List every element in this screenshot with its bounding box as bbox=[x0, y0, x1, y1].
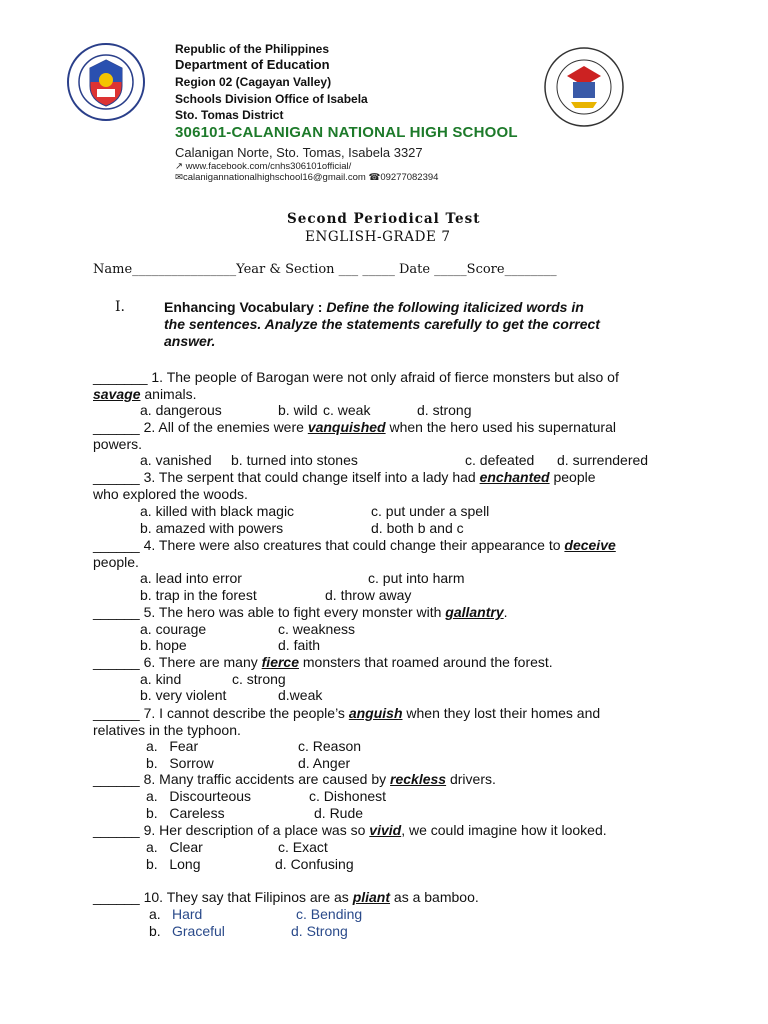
section-instructions bbox=[164, 299, 600, 350]
q9-choice-a: a. Clear bbox=[146, 839, 203, 855]
question-6: ______ 6. There are many fierce monsters that roamed around the forest. bbox=[93, 654, 553, 670]
school-address: Calanigan Norte, Sto. Tomas, Isabela 3327 bbox=[175, 145, 423, 160]
q8-choice-c: c. Dishonest bbox=[309, 788, 387, 804]
header-division: Schools Division Office of Isabela bbox=[175, 92, 368, 106]
phone-icon: ☎ bbox=[368, 172, 381, 183]
q10-choice-a-text: Hard bbox=[172, 906, 203, 922]
q5-choice-c: c. weakness bbox=[278, 621, 356, 637]
email-link[interactable]: calanigannationalhighschool16@gmail.com bbox=[182, 172, 366, 183]
header-region: Region 02 (Cagayan Valley) bbox=[175, 75, 332, 89]
q7-choice-c: c. Reason bbox=[298, 738, 362, 754]
school-seal-logo bbox=[543, 46, 625, 128]
instruction-line-3: answer. bbox=[164, 333, 216, 349]
question-2: ______ 2. All of the enemies were vanquished when the hero used his supernatural powers. bbox=[93, 419, 616, 452]
q6-choice-c: c. strong bbox=[232, 671, 286, 687]
q6-choice-a: a. kind bbox=[140, 671, 182, 687]
question-9: ______ 9. Her description of a place was so vivid, we could imagine how it looked. bbox=[93, 822, 607, 838]
left-logo-bottom bbox=[72, 123, 84, 124]
question-8: ______ 8. Many traffic accidents are caused by reckless drivers. bbox=[93, 771, 496, 787]
q9-choice-b: b. Long bbox=[146, 856, 201, 872]
q1-choice-c: c. weak bbox=[323, 402, 371, 418]
facebook-icon: ↗ bbox=[175, 161, 183, 172]
q10-choice-b-text: Graceful bbox=[172, 923, 225, 939]
q2-choice-a: a. vanished bbox=[140, 452, 212, 468]
q2-choice-b: b. turned into stones bbox=[231, 452, 358, 468]
header-district: Sto. Tomas District bbox=[175, 108, 284, 122]
q7-choice-d: d. Anger bbox=[298, 755, 351, 771]
name-line: Name________________Year & Section ___ _____ Date _____Score________ bbox=[93, 262, 557, 277]
keyword: gallantry bbox=[445, 604, 504, 620]
email-icon: ✉ bbox=[175, 172, 183, 183]
q4-choice-a: a. lead into error bbox=[140, 570, 242, 586]
header-republic: Republic of the Philippines bbox=[175, 42, 330, 56]
q8-choice-a: a. Discourteous bbox=[146, 788, 252, 804]
deped-seal-logo bbox=[66, 42, 146, 122]
question-1: _______ 1. The people of Barogan were not only afraid of fierce monsters but also of savage animals. bbox=[93, 369, 619, 402]
q10-choice-c: c. Bending bbox=[296, 906, 363, 922]
q1-choice-a: a. dangerous bbox=[140, 402, 222, 418]
q5-choice-a: a. courage bbox=[140, 621, 207, 637]
right-logo-bottom bbox=[550, 129, 567, 130]
q2-choice-c: c. defeated bbox=[465, 452, 535, 468]
header-department: Department of Education bbox=[175, 57, 330, 72]
q9-choice-c: c. Exact bbox=[278, 839, 328, 855]
q5-choice-d: d. faith bbox=[278, 637, 321, 653]
keyword: anguish bbox=[348, 705, 403, 721]
question-7: ______ 7. I cannot describe the people’s anguish when they lost their homes and relatives in the typhoon. bbox=[93, 705, 601, 738]
q1-choice-b: b. wild bbox=[278, 402, 318, 418]
test-title: Second Periodical Test bbox=[287, 211, 481, 227]
question-4: ______ 4. There were also creatures that could change their appearance to deceive people. bbox=[93, 537, 616, 570]
keyword: pliant bbox=[352, 889, 391, 905]
question-3: ______ 3. The serpent that could change itself into a lady had enchanted people who explored the woods. bbox=[93, 469, 596, 502]
q4-choice-b: b. trap in the forest bbox=[140, 587, 257, 603]
q10-choice-b-letter: b. bbox=[149, 923, 161, 939]
q2-choice-d: d. surrendered bbox=[557, 452, 649, 468]
phone-number: 09277082394 bbox=[380, 172, 439, 183]
subject-title: ENGLISH-GRADE 7 bbox=[305, 229, 451, 245]
q3-choice-d: d. both b and c bbox=[371, 520, 464, 536]
q9-choice-d: d. Confusing bbox=[275, 856, 354, 872]
keyword: vivid bbox=[369, 822, 402, 838]
keyword: enchanted bbox=[479, 469, 550, 485]
keyword: savage bbox=[93, 386, 141, 402]
instruction-line-1: Define the following italicized words in bbox=[326, 299, 584, 315]
facebook-link[interactable]: www.facebook.com/cnhs306101official/ bbox=[185, 161, 352, 172]
contact-line bbox=[175, 172, 438, 183]
keyword: reckless bbox=[390, 771, 447, 787]
keyword: vanquished bbox=[307, 419, 386, 435]
q1-choice-d: d. strong bbox=[417, 402, 472, 418]
q8-choice-b: b. Careless bbox=[146, 805, 225, 821]
question-10: ______ 10. They say that Filipinos are as pliant as a bamboo. bbox=[93, 889, 479, 905]
q3-choice-b: b. amazed with powers bbox=[140, 520, 284, 536]
q7-choice-b: b. Sorrow bbox=[146, 755, 214, 771]
q3-choice-c: c. put under a spell bbox=[371, 503, 490, 519]
q10-choice-d: d. Strong bbox=[291, 923, 348, 939]
instruction-line-2: the sentences. Analyze the statements carefully to get the correct bbox=[164, 316, 600, 332]
q4-choice-d: d. throw away bbox=[325, 587, 412, 603]
q6-choice-d: d.weak bbox=[278, 687, 323, 703]
q4-choice-c: c. put into harm bbox=[368, 570, 465, 586]
q6-choice-b: b. very violent bbox=[140, 687, 227, 703]
q7-choice-a: a. Fear bbox=[146, 738, 199, 754]
section-heading: Enhancing Vocabulary : bbox=[164, 299, 327, 315]
q3-choice-a: a. killed with black magic bbox=[140, 503, 295, 519]
keyword: fierce bbox=[261, 654, 299, 670]
question-5: ______ 5. The hero was able to fight every monster with gallantry. bbox=[93, 604, 508, 620]
q8-choice-d: d. Rude bbox=[314, 805, 364, 821]
q5-choice-b: b. hope bbox=[140, 637, 187, 653]
school-name: 306101-CALANIGAN NATIONAL HIGH SCHOOL bbox=[175, 124, 518, 141]
section-number: I. bbox=[115, 299, 125, 315]
q10-choice-a-letter: a. bbox=[149, 906, 161, 922]
facebook-line bbox=[175, 161, 351, 172]
keyword: deceive bbox=[564, 537, 616, 553]
